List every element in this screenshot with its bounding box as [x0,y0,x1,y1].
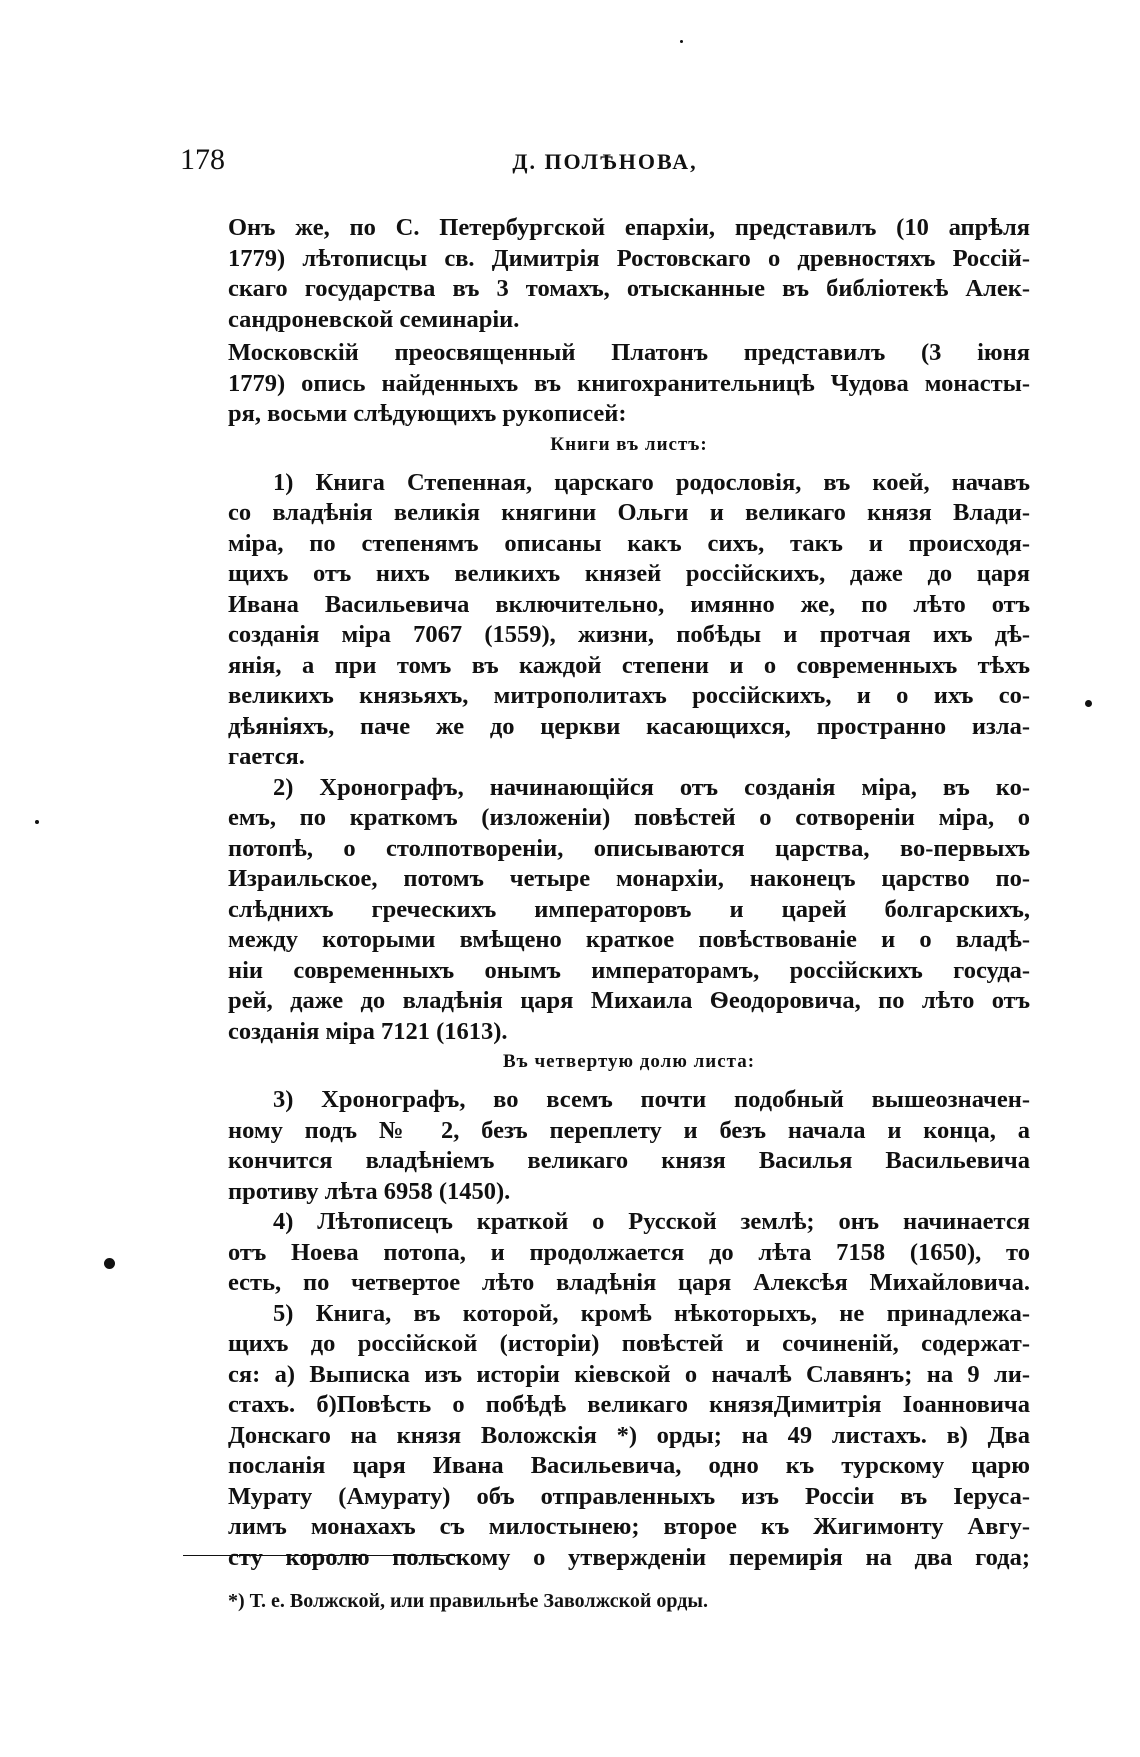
running-title: Д. ПОЛѢНОВА, [512,149,698,174]
text-line: 2) Хронографъ, начинающійся отъ созданія міра, въ ко- [273,773,1030,801]
text-line: емъ, по краткомъ (изложеніи) повѣстей о сотвореніи міра, о [228,804,1030,831]
footnote-divider [183,1555,458,1556]
text-line: слѣднихъ греческихъ императоровъ и царей болгарскихъ, [228,895,1030,923]
text-line: дѣяніяхъ, паче же до церкви касающихся, пространно изла- [228,712,1030,740]
text-line: гается. [228,743,305,770]
text-line: созданія міра 7067 (1559), жизни, побѣды и протчая ихъ дѣ- [228,621,1030,648]
text-line: сандроневской семинаріи. [228,305,520,333]
text-line: янія, а при томъ въ каждой степени и о современныхъ тѣхъ [228,651,1030,679]
text-line: есть, по четвертое лѣто владѣнія царя Алексѣя Михайловича. [228,1269,1030,1296]
text-line: Онъ же, по С. Петербургской епархіи, представилъ (10 апрѣля [228,214,1030,241]
list-item [228,1299,1030,1574]
section-heading: Въ четвертую долю листа: [502,1051,756,1072]
text-line: Московскій преосвященный Платонъ представилъ (3 іюня [228,339,1030,366]
text-line: потопѣ, о столпотвореніи, описываются царства, во-первыхъ [228,834,1030,862]
text-line: 5) Книга, въ которой, кромѣ нѣкоторыхъ, не принадлежа- [273,1299,1030,1327]
text-line: кончится владѣніемъ великаго князя Василья Васильевича [228,1147,1030,1174]
page-number: 178 [180,143,225,176]
page-header [180,143,1030,183]
text-line: ному подъ № 2, безъ переплету и безъ начала и конца, а [228,1116,1030,1144]
text-line: Мурату (Амурату) объ отправленныхъ изъ Россіи въ Іеруса- [228,1482,1030,1510]
footnote: *) Т. е. Волжской, или правильнѣе Заволжской орды. [228,1590,708,1612]
text-line: міра, по степенямъ описаны какъ сихъ, такъ и происходя- [228,529,1030,557]
page-body [228,213,1030,1573]
text-line: ніи современныхъ онымъ императорамъ, россійскихъ госуда- [228,956,1030,984]
text-line: скаго государства въ 3 томахъ, отысканные въ библіотекѣ Алек- [228,275,1030,302]
text-line: Ивана Васильевича включительно, имянно же, по лѣто отъ [228,590,1030,618]
text-line: созданія міра 7121 (1613). [228,1017,508,1045]
text-line: щихъ отъ нихъ великихъ князей россійскихъ, даже до царя [228,560,1030,587]
scan-speck [680,40,683,43]
list-item [228,773,1030,1048]
scan-speck [35,820,39,824]
text-line: ся: а) Выписка изъ исторіи кіевской о началѣ Славянъ; на 9 ли- [228,1360,1030,1388]
text-line: Израильское, потомъ четыре монархіи, наконецъ царство по- [228,865,1030,892]
text-line: сту королю польскому о утвержденіи перемирія на два года; [228,1543,1030,1571]
text-line: лимъ монахахъ съ милостынею; второе къ Жигимонту Авгу- [228,1513,1030,1540]
text-line: отъ Ноева потопа, и продолжается до лѣта 7158 (1650), то [228,1238,1030,1266]
scan-speck [104,1258,115,1269]
text-line: ря, восьми слѣдующихъ рукописей: [228,400,627,427]
text-line: 1779) опись найденныхъ въ книгохранительницѣ Чудова монасты- [228,369,1030,397]
list-item [228,468,1030,773]
list-item [228,1207,1030,1299]
section-heading: Книги въ листъ: [550,433,708,455]
text-line: великихъ князьяхъ, митрополитахъ россійскихъ, и о ихъ со- [228,682,1030,709]
paragraph [228,338,1030,430]
text-line: рей, даже до владѣнія царя Михаила Ѳеодоровича, по лѣто отъ [228,987,1030,1014]
text-line: стахъ. б)Повѣсть о побѣдѣ великаго князяДимитрія Іоанновича [228,1391,1030,1418]
text-line: посланія царя Ивана Васильевича, одно къ турскому царю [228,1452,1030,1479]
paragraph [228,213,1030,335]
text-line: противу лѣта 6958 (1450). [228,1177,511,1205]
text-line: 4) Лѣтописецъ краткой о Русской землѣ; онъ начинается [273,1208,1030,1235]
text-line: 3) Хронографъ, во всемъ почти подобный вышеозначен- [273,1086,1030,1113]
list-item [228,1085,1030,1207]
text-line: щихъ до россійской (исторіи) повѣстей и сочиненій, содержат- [228,1330,1030,1357]
text-line: между которыми вмѣщено краткое повѣствованіе и о владѣ- [228,926,1030,953]
text-line: 1) Книга Степенная, царскаго родословія, въ коей, начавъ [273,468,1030,496]
text-line: со владѣнія великія княгини Ольги и великаго князя Влади- [228,499,1030,526]
scan-speck [1085,700,1092,707]
text-line: Донскаго на князя Воложскія *) орды; на 49 листахъ. в) Два [228,1421,1030,1449]
text-line: 1779) лѣтописцы св. Димитрія Ростовскаго о древностяхъ Россій- [228,244,1030,272]
